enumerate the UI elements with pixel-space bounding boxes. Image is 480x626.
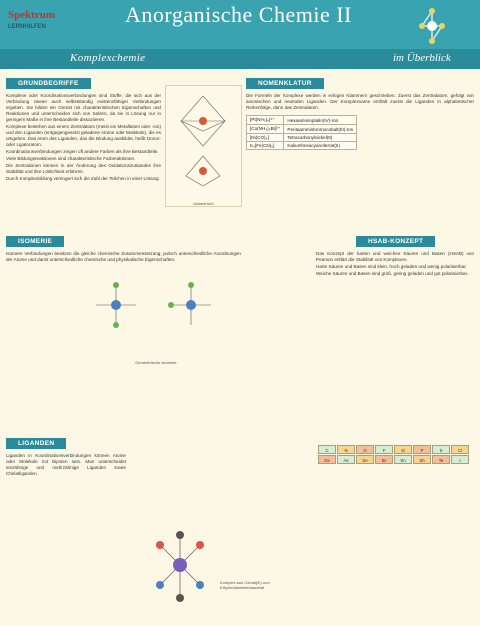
bullet: Harte Säuren und Basen sind klein, hoch geladen und wenig polarisierbar. — [316, 264, 467, 269]
section-text: Die Formeln der Komplexe werden in eckigen Klammern geschrieben. Zuerst das Zentralatom, gefolgt von anionischen und neutralen Liganden. Der Komplexname enthält zuerst die Liganden in alphabetischer Reihenfolge, dann das Zentralatom. — [246, 93, 474, 110]
bullet: Weiche Säuren und Basen sind groß, gering geladen und gut polarisierbar. — [316, 271, 469, 276]
element-cell: As — [337, 455, 355, 464]
element-cell: C — [318, 445, 336, 454]
element-cell: Se — [356, 455, 374, 464]
section-text — [6, 93, 161, 182]
periodic-table-excerpt — [318, 445, 469, 464]
figure-caption: Geometrische Isomerie — [135, 360, 177, 365]
geometry-figure — [165, 85, 242, 207]
name-cell: Tetracarbonylnickel(0) — [284, 134, 357, 142]
element-cell: Te — [432, 455, 450, 464]
isomer-diagram — [81, 265, 231, 355]
element-cell: P — [413, 445, 431, 454]
bullet: Durch Komplexbildung verringert sich die Zahl der Teilchen in einer Lösung. — [6, 176, 160, 181]
molecule-icon — [402, 6, 462, 46]
section-text: Liganden in Koordinationsverbindungen können Atome oder Moleküle mit Dipolen sein. Man unterscheidet einzähnige und mehrzähnige Liganden sowie Chelatliganden. — [6, 453, 126, 476]
complex-3d-model — [135, 520, 225, 610]
element-cell: N — [337, 445, 355, 454]
table-row — [247, 134, 357, 142]
element-cell: I — [451, 455, 469, 464]
section-heading: ISOMERIE — [6, 236, 64, 247]
section-heading: LIGANDEN — [6, 438, 66, 449]
paragraph: Komplexe bestehen aus einem Zentralatom (meist ein Metallatom oder -ion) und den Liganden (entgegengesetzt geladene Atome oder Moleküle), die es umgeben. Das Atom des Liganden, das die Bindung ausbildet, heißt Donor- oder Ligatoratom. — [6, 124, 161, 147]
element-cell: Sn — [394, 455, 412, 464]
element-cell: Si — [394, 445, 412, 454]
logo-text: Spektrum — [8, 9, 56, 21]
section-nomenklatur — [246, 72, 474, 150]
section-heading: HSAB-KONZEPT — [356, 236, 435, 247]
header-bar — [0, 0, 480, 49]
table-row — [247, 142, 357, 150]
page-title: Anorganische Chemie II — [125, 2, 352, 27]
section-hsab — [246, 230, 474, 278]
name-cell: Kaliumhexacyanoferrat(II) — [284, 142, 357, 150]
table-row — [247, 116, 357, 125]
section-isomerie — [6, 230, 241, 365]
section-heading: GRUNDBEGRIFFE — [6, 78, 91, 89]
element-cell: S — [432, 445, 450, 454]
formula-cell: [Pt(NH₃)₆]⁴⁺ — [247, 116, 284, 125]
name-cell: Pentaamminbromocobalt(III)-Ion — [284, 125, 357, 134]
name-cell: Hexaamminplatin(IV)-Ion — [284, 116, 357, 125]
paragraph: Komplexe oder Koordinationsverbindungen sind Stoffe, die sich aus der Verbindung zweier auch selbstständig existenzfähiger Verbindungen ergeben. Sie bilden ein Gerüst mit charakteristischen Eigenschaften und Reaktionen und unterscheiden sich von Salzen, da sie in Lösung nur in geringem Maße in ihre Bestandteile dissoziieren. — [6, 93, 161, 122]
section-liganden — [6, 432, 126, 477]
bullet: Viele Bildungsreaktionen sind charakteristische Farbreaktionen. — [6, 156, 136, 161]
section-text: Isomere Verbindungen besitzen die gleiche chemische Zusammensetzung, jedoch unterschiedliche Anordnungen der Atome und damit unterschiedliche chemische und physikalische Eigenschaften. — [6, 251, 241, 262]
table-row — [247, 125, 357, 134]
figure-caption: Komplex aus Cobalt(III) und Ethylendiamintetraacetat — [220, 580, 270, 590]
overview-badge: im Überblick — [393, 52, 451, 64]
element-cell: Sb — [413, 455, 431, 464]
formula-cell: [Co(NH₃)₅Br]²⁺ — [247, 125, 284, 134]
element-cell: Ge — [318, 455, 336, 464]
paragraph: Das Konzept der harten und weichen Säuren und Basen (HSAB) von Pearson erklärt die Stabilität von Komplexen. — [316, 251, 474, 262]
page-subtitle: Komplexchemie — [70, 52, 146, 64]
logo-subtext: LERNHILFEN — [8, 24, 46, 30]
naming-table — [246, 115, 357, 150]
formula-cell: K₄[Fe(CN)₆] — [247, 142, 284, 150]
element-cell: Cl — [451, 445, 469, 454]
element-cell: O — [356, 445, 374, 454]
bullet: Koordinationsverbindungen zeigen oft andere Farben als ihre Bestandteile. — [6, 149, 159, 154]
element-cell: F — [375, 445, 393, 454]
octahedron-diagram — [166, 86, 241, 196]
figure-caption: oktaedrisch — [193, 201, 214, 206]
section-text — [316, 251, 474, 277]
section-heading: NOMENKLATUR — [246, 78, 324, 89]
formula-cell: [Ni(CO)₄] — [247, 134, 284, 142]
bullet: Die Zentralionen können in der Änderung des Oxidationszustandes ihre Stabilität und ihre Löslichkeit erfahren. — [6, 163, 161, 174]
publisher-logo — [6, 6, 56, 42]
element-cell: Br — [375, 455, 393, 464]
